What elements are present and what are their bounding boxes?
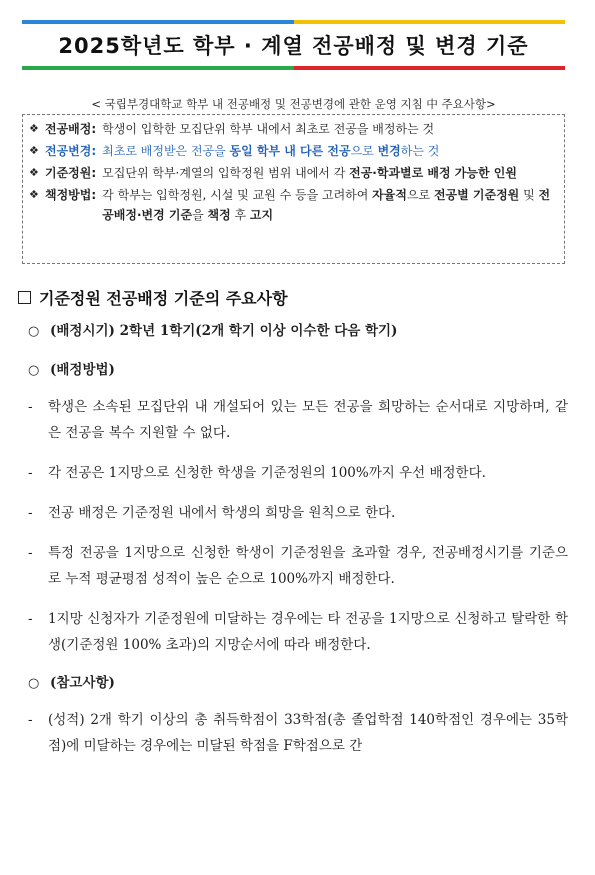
desc-emphasis: 전공별 기준정원	[433, 188, 520, 202]
diamond-bullet-icon: ❖	[29, 166, 39, 179]
definition-item	[29, 119, 558, 139]
desc-emphasis: 책정	[207, 208, 231, 222]
desc-emphasis: 고지	[249, 208, 274, 222]
paragraph	[28, 460, 568, 486]
dash-bullet: -	[28, 545, 33, 561]
desc-emphasis: 변경	[377, 144, 401, 158]
dash-bullet: -	[28, 712, 33, 728]
rule-segment-green	[22, 66, 294, 70]
desc-emphasis: 자율적	[372, 188, 407, 202]
definition-item	[29, 141, 558, 161]
dash-bullet: -	[28, 465, 33, 481]
sub-item	[28, 359, 568, 382]
paragraph	[28, 707, 568, 759]
sub-item-text: (배정방법)	[50, 362, 115, 378]
desc-part: 후	[230, 208, 250, 222]
subtitle: < 국립부경대학교 학부 내 전공배정 및 전공변경에 관한 운영 지침 中 주요사항>	[91, 97, 496, 111]
paragraph-text: (성적) 2개 학기 이상의 총 취득학점이 33학점(총 졸업학점 140학점인 경우에는 35학점)에 미달하는 경우에는 미달된 학점을 F학점으로 간	[48, 712, 568, 754]
definition-item	[29, 163, 558, 183]
paragraph-text: 1지망 신청자가 기준정원에 미달하는 경우에는 타 전공을 1지망으로 신청하고 탈락한 학생(기준정원 100% 초과)의 지망순서에 따라 배정한다.	[48, 611, 568, 653]
paragraph	[28, 500, 568, 526]
definition-term: 전공변경:	[45, 144, 97, 158]
sub-item-text: (배정시기) 2학년 1학기(2개 학기 이상 이수한 다음 학기)	[50, 323, 398, 339]
definition-desc	[102, 185, 558, 225]
dash-bullet: -	[28, 399, 33, 415]
circle-bullet-icon: ○	[28, 324, 40, 339]
definition-desc	[102, 163, 558, 183]
diamond-bullet-icon: ❖	[29, 188, 39, 201]
paragraph-text: 각 전공은 1지망으로 신청한 학생을 기준정원의 100%까지 우선 배정한다.	[48, 465, 486, 481]
definition-term: 책정방법:	[45, 188, 97, 202]
definition-item	[29, 185, 558, 225]
desc-part: 하는 것	[400, 144, 440, 158]
section-content	[28, 320, 568, 759]
sub-item-text: (참고사항)	[50, 675, 115, 691]
paragraph	[28, 606, 568, 658]
desc-part: 최초로 배정받은 전공을	[102, 144, 230, 158]
section-heading	[18, 286, 288, 309]
desc-part: 으로	[350, 144, 378, 158]
desc-part: 모집단위 학부·계열의 입학정원 범위 내에서 각	[102, 166, 350, 180]
paragraph-text: 전공 배정은 기준정원 내에서 학생의 희망을 원칙으로 한다.	[48, 505, 396, 521]
rule-segment-red	[294, 66, 566, 70]
definition-term: 기준정원:	[45, 166, 97, 180]
section-heading-text: 기준정원 전공배정 기준의 주요사항	[39, 289, 288, 308]
dash-bullet: -	[28, 505, 33, 521]
paragraph	[28, 540, 568, 592]
paragraph-text: 학생은 소속된 모집단위 내 개설되어 있는 모든 전공을 희망하는 순서대로 지망하며, 같은 전공을 복수 지원할 수 없다.	[48, 399, 568, 441]
circle-bullet-icon: ○	[28, 676, 40, 691]
diamond-bullet-icon: ❖	[29, 122, 39, 135]
definition-desc: 학생이 입학한 모집단위 학부 내에서 최초로 전공을 배정하는 것	[102, 122, 435, 136]
document-title: 2025학년도 학부 · 계열 전공배정 및 변경 기준	[58, 34, 529, 58]
title-bottom-rule	[22, 66, 565, 70]
desc-part: 을	[192, 208, 208, 222]
sub-item	[28, 672, 568, 695]
desc-part: 각 학부는 입학정원, 시설 및 교원 수 등을 고려하여	[102, 188, 373, 202]
sub-item	[28, 320, 568, 343]
empty-square-icon	[18, 291, 31, 304]
dash-bullet: -	[28, 611, 33, 627]
diamond-bullet-icon: ❖	[29, 144, 39, 157]
definition-term: 전공배정:	[45, 122, 97, 136]
definition-desc	[102, 141, 558, 161]
desc-part: 및	[519, 188, 539, 202]
desc-part: 으로	[406, 188, 434, 202]
circle-bullet-icon: ○	[28, 363, 40, 378]
definition-box	[22, 114, 565, 264]
desc-emphasis: 동일 학부 내 다른 전공	[229, 144, 351, 158]
paragraph	[28, 394, 568, 446]
paragraph-text: 특정 전공을 1지망으로 신청한 학생이 기준정원을 초과할 경우, 전공배정시기를 기준으로 누적 평균평점 성적이 높은 순으로 100%까지 배정한다.	[48, 545, 568, 587]
desc-emphasis: 전공·학과별로 배정 가능한 인원	[349, 166, 517, 180]
desc-emphasis: 전공배정·변경 기준	[102, 188, 551, 222]
